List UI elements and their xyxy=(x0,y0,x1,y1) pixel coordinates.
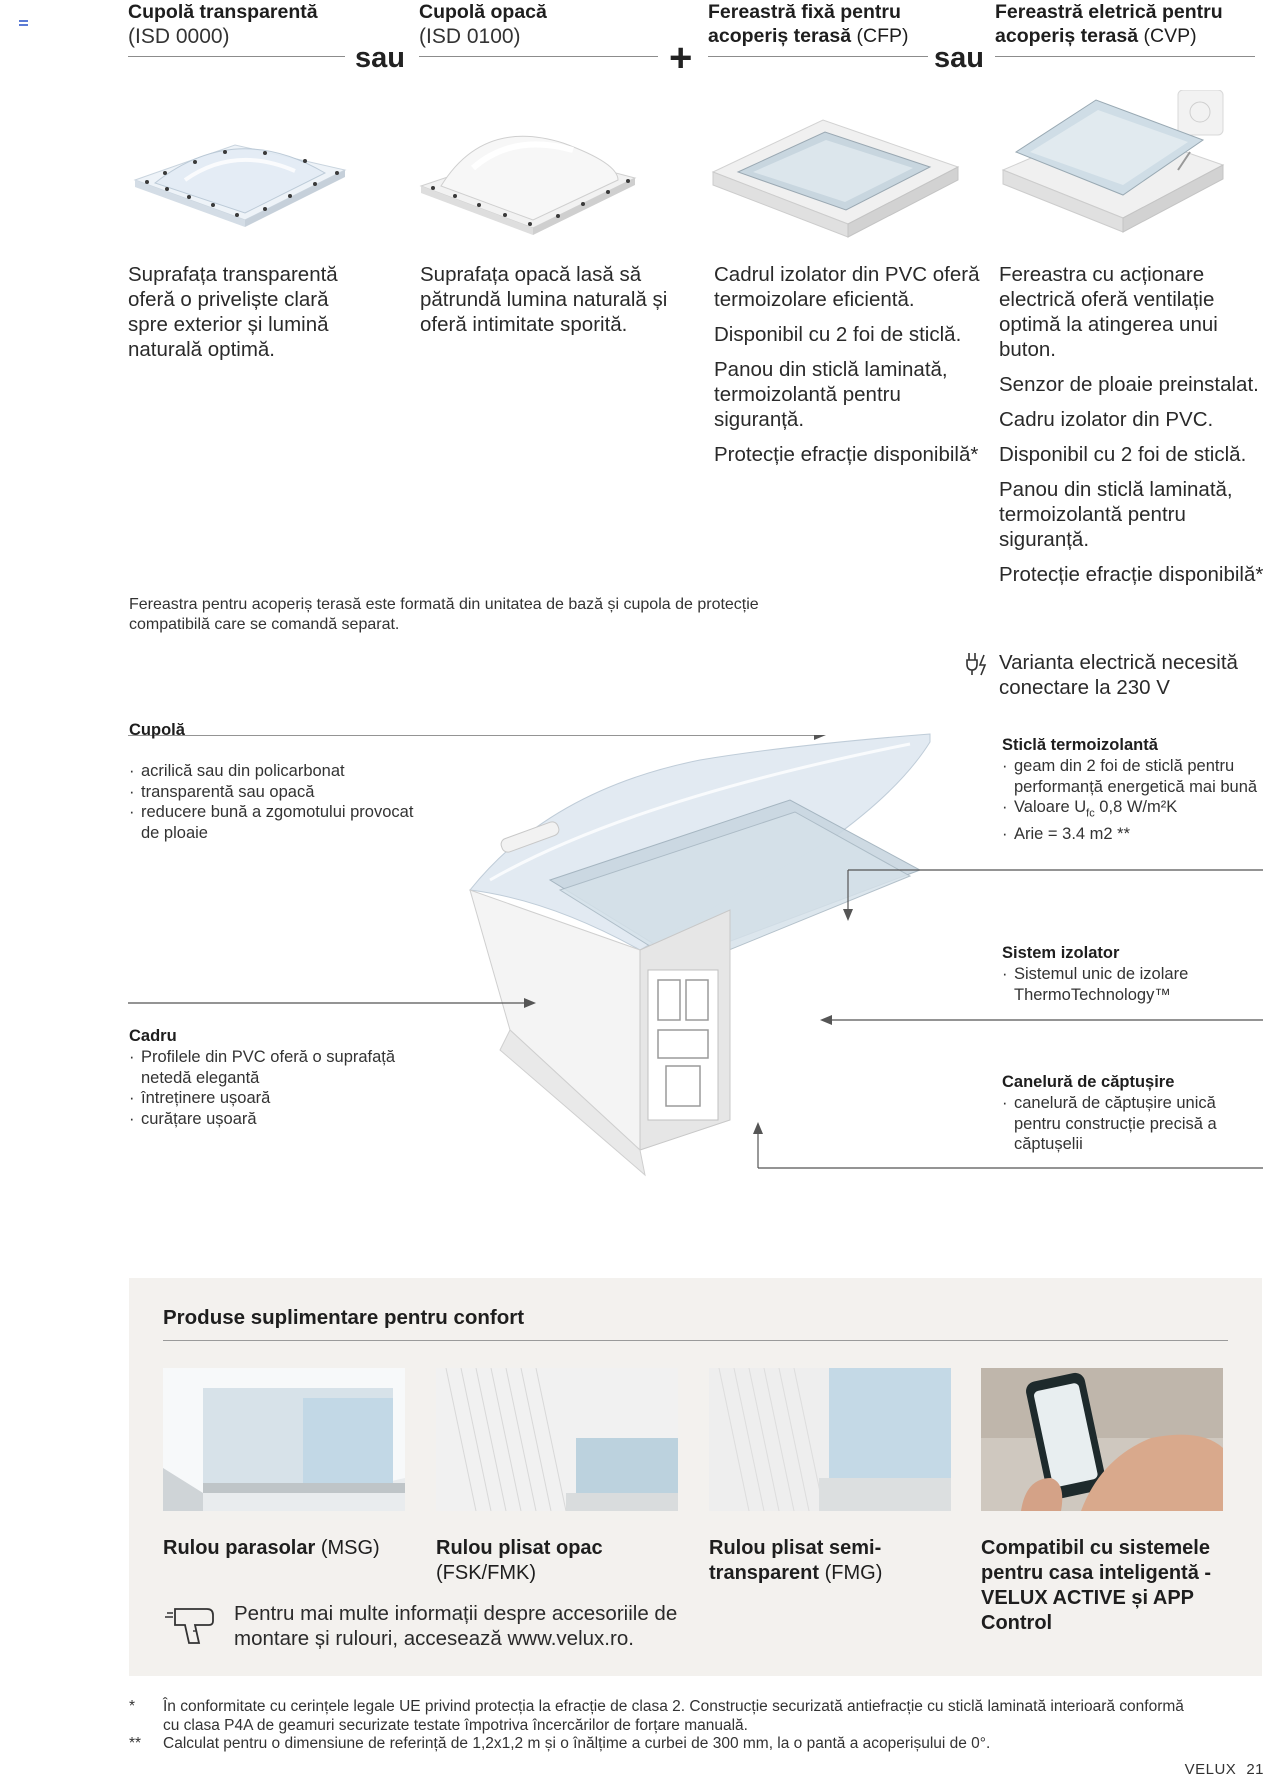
column-rule xyxy=(708,56,928,57)
column-title-line1: Fereastră eletrică pentru xyxy=(995,1,1223,23)
column-rule xyxy=(128,56,345,57)
callout-lining-groove xyxy=(1002,1072,1264,1155)
product-smart-home xyxy=(981,1536,1231,1636)
comfort-rule xyxy=(163,1340,1228,1341)
column-code: (CVP) xyxy=(1143,25,1197,47)
callout-insulating-glass xyxy=(1002,735,1264,844)
electric-note: Varianta electrică necesită conectare la 230 V xyxy=(999,651,1238,699)
separator-or: sau xyxy=(934,42,984,74)
description-text: Protecție efracție disponibilă* xyxy=(999,563,1264,586)
description-text: Protecție efracție disponibilă* xyxy=(714,443,979,466)
pleated-semi-transparent-blind-image xyxy=(709,1368,951,1511)
comfort-products-panel xyxy=(129,1278,1262,1676)
product-pleated-semi xyxy=(709,1536,949,1586)
description-text: Fereastra cu acționare electrică oferă ventilație optimă la atingerea unui buton. xyxy=(999,263,1218,361)
callout-title: Canelură de căptușire xyxy=(1002,1073,1175,1091)
column-code: (ISD 0100) xyxy=(419,25,521,48)
u-value-sub: fc xyxy=(1086,807,1095,820)
column-title-line1: Fereastră fixă pentru xyxy=(708,1,901,23)
product-name-line1: Rulou plisat semi- xyxy=(709,1537,882,1559)
accessories-info: Pentru mai multe informații despre accesoriile de montare și rulouri, accesează www.velux.ro. xyxy=(234,1602,678,1650)
remote-control-image xyxy=(1178,90,1223,135)
callout-frame xyxy=(129,1026,419,1129)
list-item: · Profilele din PVC oferă o suprafață netedă elegantă xyxy=(129,1047,419,1088)
description-fixed-window xyxy=(714,262,982,477)
page-number: 21 xyxy=(1246,1761,1264,1778)
description-transparent-dome xyxy=(128,262,368,372)
product-pleated-blackout xyxy=(436,1536,676,1586)
list-item: · acrilică sau din policarbonat xyxy=(129,761,419,782)
description-text: Suprafața opacă lasă să pătrundă lumina naturală și oferă intimitate sporită. xyxy=(420,263,668,336)
callout-title: Sistem izolator xyxy=(1002,944,1120,962)
product-name: Compatibil cu sistemele pentru casa inteligentă - VELUX ACTIVE și APP Control xyxy=(981,1537,1212,1634)
column-fixed-window xyxy=(708,0,948,48)
sun-screen-blind-image xyxy=(163,1368,405,1511)
description-text: Disponibil cu 2 foi de sticlă. xyxy=(714,323,962,346)
column-rule xyxy=(995,56,1255,57)
brand-name: VELUX xyxy=(1184,1761,1237,1778)
column-electric-window xyxy=(995,0,1260,48)
list-item: · întreținere ușoară xyxy=(129,1088,419,1109)
column-title-line2: acoperiș terasă xyxy=(708,25,852,47)
separator-plus: + xyxy=(669,36,693,80)
column-code: (CFP) xyxy=(856,25,909,47)
base-unit-note: Fereastra pentru acoperiș terasă este formată din unitatea de bază și cupola de protecție compatibilă care se comandă separat. xyxy=(129,596,759,633)
electric-window-image xyxy=(998,90,1228,240)
column-code: (ISD 0000) xyxy=(128,25,230,48)
transparent-dome-image xyxy=(125,125,350,235)
list-item: · transparentă sau opacă xyxy=(129,782,419,803)
smartphone-app-image xyxy=(981,1368,1223,1511)
corner-mark xyxy=(19,20,28,26)
product-name-line2: transparent xyxy=(709,1562,820,1584)
column-title-line2: acoperiș terasă xyxy=(995,25,1139,47)
column-rule xyxy=(419,56,658,57)
description-text: Disponibil cu 2 foi de sticlă. xyxy=(999,443,1247,466)
drill-icon xyxy=(163,1603,219,1647)
product-name: Rulou parasolar xyxy=(163,1537,316,1559)
product-code: (FMG) xyxy=(824,1562,883,1584)
footnote-text: În conformitate cu cerințele legale UE privind protecția la efracție de clasa 2. Construcție securizată antiefracție cu sticlă laminată interioară conformă cu clasa P4A de geamuri securizate testate împotriva încercărilor de forțare manuală. xyxy=(163,1698,1184,1734)
column-title: Cupolă opacă xyxy=(419,1,547,23)
callout-title: Cadru xyxy=(129,1027,177,1045)
footnote-1 xyxy=(129,1698,1199,1735)
u-value-prefix: Valoare U xyxy=(1014,798,1087,816)
description-opaque-dome xyxy=(420,262,680,347)
description-text: Panou din sticlă laminată, termoizolantă pentru siguranță. xyxy=(714,358,948,431)
u-value-suffix: 0,8 W/m²K xyxy=(1094,798,1178,816)
callout-title: Sticlă termoizolantă xyxy=(1002,736,1158,754)
list-item: · canelură de căptușire unică pentru construcție precisă a căptușelii xyxy=(1002,1093,1264,1155)
separator-or: sau xyxy=(355,42,405,74)
list-item: · curățare ușoară xyxy=(129,1109,419,1130)
product-name: Rulou plisat opac xyxy=(436,1537,603,1559)
callout-title: Cupolă xyxy=(129,721,185,739)
page-footer xyxy=(1175,1761,1264,1778)
description-text: Panou din sticlă laminată, termoizolantă pentru siguranță. xyxy=(999,478,1233,551)
callout-insulation-system xyxy=(1002,943,1264,1005)
list-item: · geam din 2 foi de sticlă pentru performanță energetică mai bună xyxy=(1002,756,1264,797)
description-text: Cadru izolator din PVC. xyxy=(999,408,1214,431)
footnote-2 xyxy=(129,1735,1199,1754)
column-title: Cupolă transparentă xyxy=(128,1,318,23)
list-item xyxy=(1002,797,1264,824)
list-item: · Sistemul unic de izolare ThermoTechnology™ xyxy=(1002,964,1264,1005)
description-text: Senzor de ploaie preinstalat. xyxy=(999,373,1259,396)
pleated-blackout-blind-image xyxy=(436,1368,678,1511)
description-text: Cadrul izolator din PVC oferă termoizolare eficientă. xyxy=(714,263,980,311)
fixed-window-image xyxy=(708,112,963,242)
product-sun-screen xyxy=(163,1536,403,1561)
footnote-mark: * xyxy=(129,1698,136,1715)
column-opaque-dome xyxy=(419,0,641,50)
product-code: (MSG) xyxy=(320,1537,380,1559)
opaque-dome-image xyxy=(413,128,643,238)
list-item: · reducere bună a zgomotului provocat de ploaie xyxy=(129,802,419,843)
callout-dome-list xyxy=(129,761,419,843)
column-transparent-dome xyxy=(128,0,350,50)
callout-dome xyxy=(129,720,419,741)
electric-plug-icon xyxy=(965,651,993,677)
description-electric-window xyxy=(999,262,1264,597)
list-item: · Arie = 3.4 m2 ** xyxy=(1002,824,1264,845)
footnote-mark: ** xyxy=(129,1735,142,1752)
comfort-title: Produse suplimentare pentru confort xyxy=(163,1306,525,1329)
product-code: (FSK/FMK) xyxy=(436,1562,536,1584)
description-text: Suprafața transparentă oferă o priveliște clară spre exterior și lumină naturală optimă. xyxy=(128,263,338,361)
footnote-text: Calculat pentru o dimensiune de referință de 1,2x1,2 m și o înălțime a curbei de 300 mm, la o pantă a acoperișului de 0°. xyxy=(163,1735,991,1752)
